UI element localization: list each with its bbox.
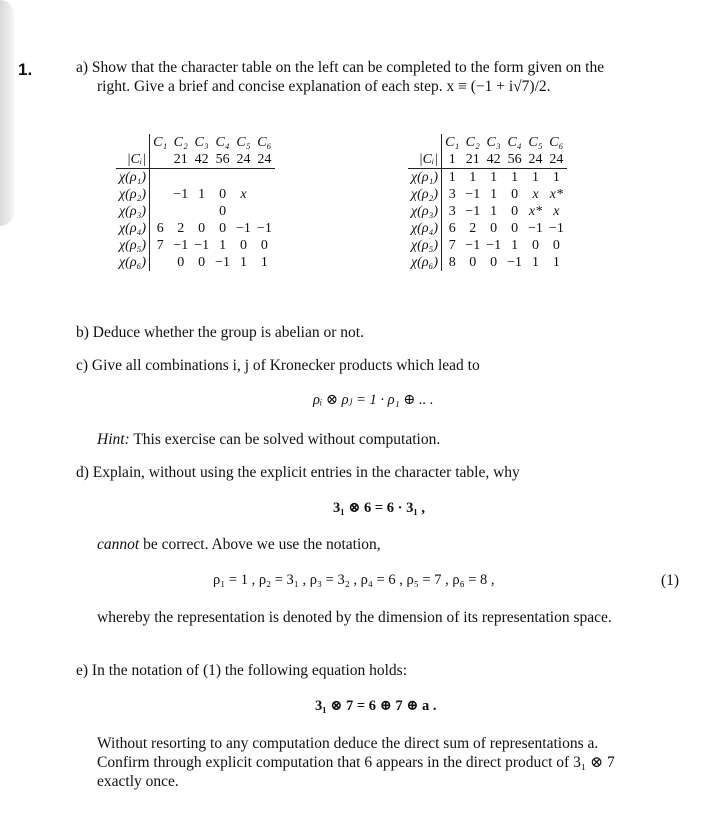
representation-label: χ(ρ₁)	[116, 169, 150, 187]
representation-label: χ(ρ₃)	[116, 203, 150, 220]
part-d-notation: ρ₁ = 1 , ρ₂ = 3₁ , ρ₃ = 3₂ , ρ₄ = 6 , ρ₅ = 7 , ρ₆ = 8 ,	[213, 572, 495, 588]
character-value	[170, 203, 191, 220]
class-order: 24	[254, 151, 275, 169]
character-value: −1	[215, 255, 231, 270]
character-value: 1	[490, 170, 498, 185]
character-value: 1	[260, 255, 268, 270]
character-row	[408, 220, 567, 237]
part-d-cannot-line	[97, 535, 381, 554]
class-label: C₅	[528, 135, 543, 150]
character-value: 0	[219, 221, 227, 236]
character-row	[116, 220, 275, 237]
class-label: C₁	[153, 135, 168, 150]
part-c-text: c) Give all combinations i, j of Kronecker products which lead to	[76, 357, 480, 374]
representation-label: χ(ρ₅)	[408, 237, 442, 254]
character-value: 0	[531, 238, 539, 253]
part-a-line2: right. Give a brief and concise explanation of each step. x ≡ (−1 + i√7)/2.	[97, 78, 551, 95]
class-order: 24	[233, 151, 254, 169]
hint-label: Hint:	[97, 431, 130, 448]
character-value: 0	[469, 255, 477, 270]
character-value	[191, 169, 212, 187]
character-row	[408, 203, 567, 220]
class-order: 42	[483, 151, 504, 169]
cannot-rest: be correct. Above we use the notation,	[143, 536, 381, 553]
character-value: 6	[156, 221, 164, 236]
character-value: x	[553, 204, 560, 219]
character-value: 1	[511, 238, 519, 253]
class-order: 56	[504, 151, 525, 169]
problem-number: 1.	[18, 60, 33, 79]
part-e-text: e) In the notation of (1) the following equation holds:	[76, 662, 408, 679]
character-value: 1	[531, 170, 539, 185]
left-character-table	[116, 134, 275, 271]
character-value	[212, 169, 233, 187]
order-label: |Cᵢ|	[408, 151, 442, 169]
class-order: 24	[525, 151, 546, 169]
class-label: C₄	[215, 135, 230, 150]
character-value: 1	[531, 255, 539, 270]
class-order: 42	[191, 151, 212, 169]
character-value: 0	[219, 187, 227, 202]
character-value: 1	[219, 238, 227, 253]
representation-label: χ(ρ₆)	[116, 254, 150, 271]
class-label: C₂	[465, 135, 480, 150]
character-value: 1	[552, 170, 560, 185]
character-value: 0	[511, 204, 519, 219]
cannot-word: cannot	[97, 536, 140, 553]
character-value	[170, 169, 191, 187]
part-b-text: b) Deduce whether the group is abelian or not.	[76, 324, 364, 341]
character-row	[408, 254, 567, 271]
class-order: 56	[212, 151, 233, 169]
character-value: 0	[177, 255, 185, 270]
class-header-row	[408, 134, 567, 151]
character-value: −1	[548, 221, 564, 236]
representation-label: χ(ρ₄)	[408, 220, 442, 237]
character-value: 0	[219, 204, 227, 219]
character-value: −1	[528, 221, 543, 236]
character-value: 3	[448, 204, 456, 219]
character-row	[116, 237, 275, 254]
character-value: −1	[486, 238, 502, 253]
class-order: 24	[546, 151, 567, 169]
character-value	[150, 186, 171, 203]
character-value	[233, 169, 254, 187]
representation-label: χ(ρ₆)	[408, 254, 442, 271]
character-value: 1	[552, 255, 560, 270]
representation-label: χ(ρ₅)	[116, 237, 150, 254]
character-value	[150, 203, 171, 220]
class-order-row	[408, 151, 567, 169]
character-value: −1	[465, 238, 481, 253]
class-label: C₆	[257, 135, 272, 150]
part-c-equation: ρᵢ ⊗ ρⱼ = 1 · ρ₁ ⊕ .. .	[313, 392, 434, 408]
character-value: −1	[507, 255, 523, 270]
class-label: C₆	[549, 135, 564, 150]
class-label: C₅	[236, 135, 251, 150]
corner-cell	[116, 134, 150, 151]
character-value: 2	[177, 221, 185, 236]
part-e-line2: Confirm through explicit computation that 6 appears in the direct product of 3₁ ⊗ 7	[97, 754, 615, 771]
character-value: 1	[448, 170, 456, 185]
character-value: 0	[511, 187, 519, 202]
character-value	[233, 203, 254, 220]
representation-label: χ(ρ₂)	[116, 186, 150, 203]
character-value: 1	[490, 187, 498, 202]
character-value: −1	[465, 187, 481, 202]
class-order: 21	[462, 151, 483, 169]
character-value	[191, 203, 212, 220]
character-value: x	[532, 187, 539, 202]
part-c-hint	[97, 430, 440, 449]
character-value	[254, 203, 275, 220]
part-e-line3: exactly once.	[97, 773, 179, 790]
character-row	[408, 237, 567, 254]
character-value: 1	[239, 255, 247, 270]
class-header-row	[116, 134, 275, 151]
character-value: 0	[198, 221, 206, 236]
character-value: 0	[239, 238, 247, 253]
character-value: 0	[490, 255, 498, 270]
character-row	[116, 169, 275, 187]
character-row	[116, 186, 275, 203]
part-a-line1: a) Show that the character table on the left can be completed to the form given on the	[76, 59, 605, 76]
part-d-whereby: whereby the representation is denoted by the dimension of its representation space.	[97, 609, 612, 626]
representation-label: χ(ρ₂)	[408, 186, 442, 203]
character-value: x*	[528, 204, 543, 219]
character-value: 0	[490, 221, 498, 236]
character-value: 2	[469, 221, 477, 236]
character-value: 7	[156, 238, 164, 253]
part-d-equation: 3₁ ⊗ 6 = 6 · 3₁ ,	[333, 500, 425, 516]
character-value	[150, 254, 171, 271]
order-label: |Cᵢ|	[116, 151, 150, 169]
corner-cell	[408, 134, 442, 151]
class-order-row	[116, 151, 275, 169]
representation-label: χ(ρ₃)	[408, 203, 442, 220]
character-value: 0	[511, 221, 519, 236]
character-value: 1	[469, 170, 477, 185]
representation-label: χ(ρ₄)	[116, 220, 150, 237]
class-label: C₁	[445, 135, 460, 150]
character-row	[116, 203, 275, 220]
character-value: x	[240, 187, 247, 202]
character-value: 0	[198, 255, 206, 270]
class-label: C₃	[194, 135, 209, 150]
character-value: 7	[448, 238, 456, 253]
character-value: −1	[465, 204, 481, 219]
character-row	[116, 254, 275, 271]
character-row	[408, 186, 567, 203]
character-value	[150, 169, 171, 187]
class-label: C₄	[507, 135, 522, 150]
right-character-table	[408, 134, 567, 271]
character-value	[254, 186, 275, 203]
character-value: 1	[198, 187, 206, 202]
character-value: −1	[256, 221, 272, 236]
character-value: 1	[511, 170, 519, 185]
character-value: 6	[448, 221, 456, 236]
character-value: 1	[490, 204, 498, 219]
class-order: 21	[170, 151, 191, 169]
character-value: 3	[448, 187, 456, 202]
character-value	[254, 169, 275, 187]
character-value: −1	[236, 221, 251, 236]
character-value: x*	[549, 187, 563, 202]
class-label: C₃	[486, 135, 501, 150]
character-value: −1	[173, 238, 189, 253]
character-value: 0	[552, 238, 560, 253]
character-row	[408, 169, 567, 187]
class-order	[150, 151, 171, 169]
hint-text: This exercise can be solved without computation.	[133, 431, 441, 448]
character-value: 0	[260, 238, 268, 253]
equation-number: (1)	[661, 572, 680, 589]
representation-label: χ(ρ₁)	[408, 169, 442, 187]
character-value: 8	[448, 255, 456, 270]
part-e-line1: Without resorting to any computation deduce the direct sum of representations a.	[97, 735, 599, 752]
class-label: C₂	[173, 135, 188, 150]
character-value: −1	[194, 238, 210, 253]
character-value: −1	[173, 187, 189, 202]
page-edge-shadow	[0, 0, 14, 226]
part-e-equation: 3₁ ⊗ 7 = 6 ⊕ 7 ⊕ a .	[315, 698, 437, 714]
class-order: 1	[442, 151, 463, 169]
part-d-text: d) Explain, without using the explicit entries in the character table, why	[76, 464, 520, 481]
